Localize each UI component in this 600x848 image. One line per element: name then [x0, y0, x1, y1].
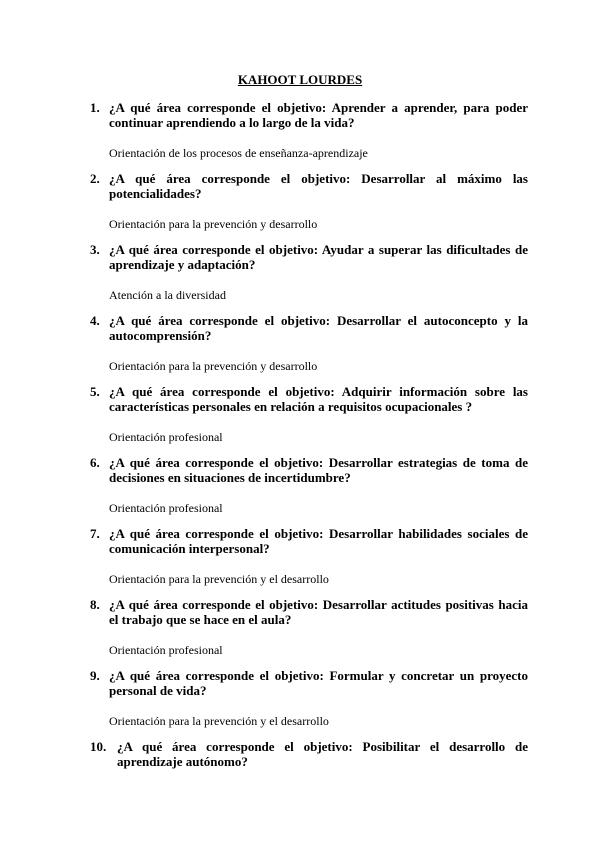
- question-number: 5.: [90, 384, 100, 399]
- question-number: 1.: [90, 100, 100, 115]
- question: [90, 171, 528, 201]
- answer-text: Orientación para la prevención y el desarrollo: [109, 572, 329, 586]
- question-number: 8.: [90, 597, 100, 612]
- answer-text: Orientación para la prevención y el desarrollo: [109, 714, 329, 728]
- question-number: 6.: [90, 455, 100, 470]
- answer-text: Orientación profesional: [109, 501, 223, 515]
- question-item-7: [90, 526, 528, 586]
- answer-text: Orientación de los procesos de enseñanza-aprendizaje: [109, 146, 368, 160]
- answer-text: Orientación profesional: [109, 430, 223, 444]
- question-item-2: [90, 171, 528, 231]
- document-title: KAHOOT LOURDES: [237, 72, 363, 87]
- question-text: ¿A qué área corresponde el objetivo: Aprender a aprender, para poder continuar aprendiendo a lo largo de la vida?: [109, 100, 528, 130]
- question: [90, 739, 528, 769]
- question-item-10: [90, 739, 528, 769]
- question-item-1: [90, 100, 528, 160]
- question-number: 10.: [90, 739, 107, 754]
- question-item-6: [90, 455, 528, 515]
- question-text: ¿A qué área corresponde el objetivo: Adquirir información sobre las características personales en relación a requisitos ocupacionales ?: [109, 384, 528, 414]
- question-number: 2.: [90, 171, 100, 186]
- question-number: 9.: [90, 668, 100, 683]
- question-item-3: [90, 242, 528, 302]
- question-text: ¿A qué área corresponde el objetivo: Desarrollar el autoconcepto y la autocomprensión?: [109, 313, 528, 343]
- question-text: ¿A qué área corresponde el objetivo: Posibilitar el desarrollo de aprendizaje autónomo?: [117, 739, 528, 769]
- question: [90, 100, 528, 130]
- question: [90, 455, 528, 485]
- question-number: 3.: [90, 242, 100, 257]
- question-text: ¿A qué área corresponde el objetivo: Desarrollar actitudes positivas hacia el trabajo que se hace en el aula?: [109, 597, 528, 627]
- question: [90, 313, 528, 343]
- question-number: 7.: [90, 526, 100, 541]
- answer-text: Orientación para la prevención y desarrollo: [109, 217, 318, 231]
- question-item-9: [90, 668, 528, 728]
- answer-text: Orientación profesional: [109, 643, 223, 657]
- question-text: ¿A qué área corresponde el objetivo: Desarrollar al máximo las potencialidades?: [109, 171, 528, 201]
- question-text: ¿A qué área corresponde el objetivo: Formular y concretar un proyecto personal de vida?: [109, 668, 528, 698]
- question: [90, 242, 528, 272]
- question-item-4: [90, 313, 528, 373]
- question: [90, 384, 528, 414]
- answer-text: Atención a la diversidad: [109, 288, 226, 302]
- question-number: 4.: [90, 313, 100, 328]
- question: [90, 597, 528, 627]
- question-item-8: [90, 597, 528, 657]
- question: [90, 668, 528, 698]
- question-text: ¿A qué área corresponde el objetivo: Desarrollar estrategias de toma de decisiones en situaciones de incertidumbre?: [109, 455, 528, 485]
- question-text: ¿A qué área corresponde el objetivo: Desarrollar habilidades sociales de comunicación interpersonal?: [109, 526, 528, 556]
- question: [90, 526, 528, 556]
- question-item-5: [90, 384, 528, 444]
- question-text: ¿A qué área corresponde el objetivo: Ayudar a superar las dificultades de aprendizaje y adaptación?: [109, 242, 528, 272]
- answer-text: Orientación para la prevención y desarrollo: [109, 359, 318, 373]
